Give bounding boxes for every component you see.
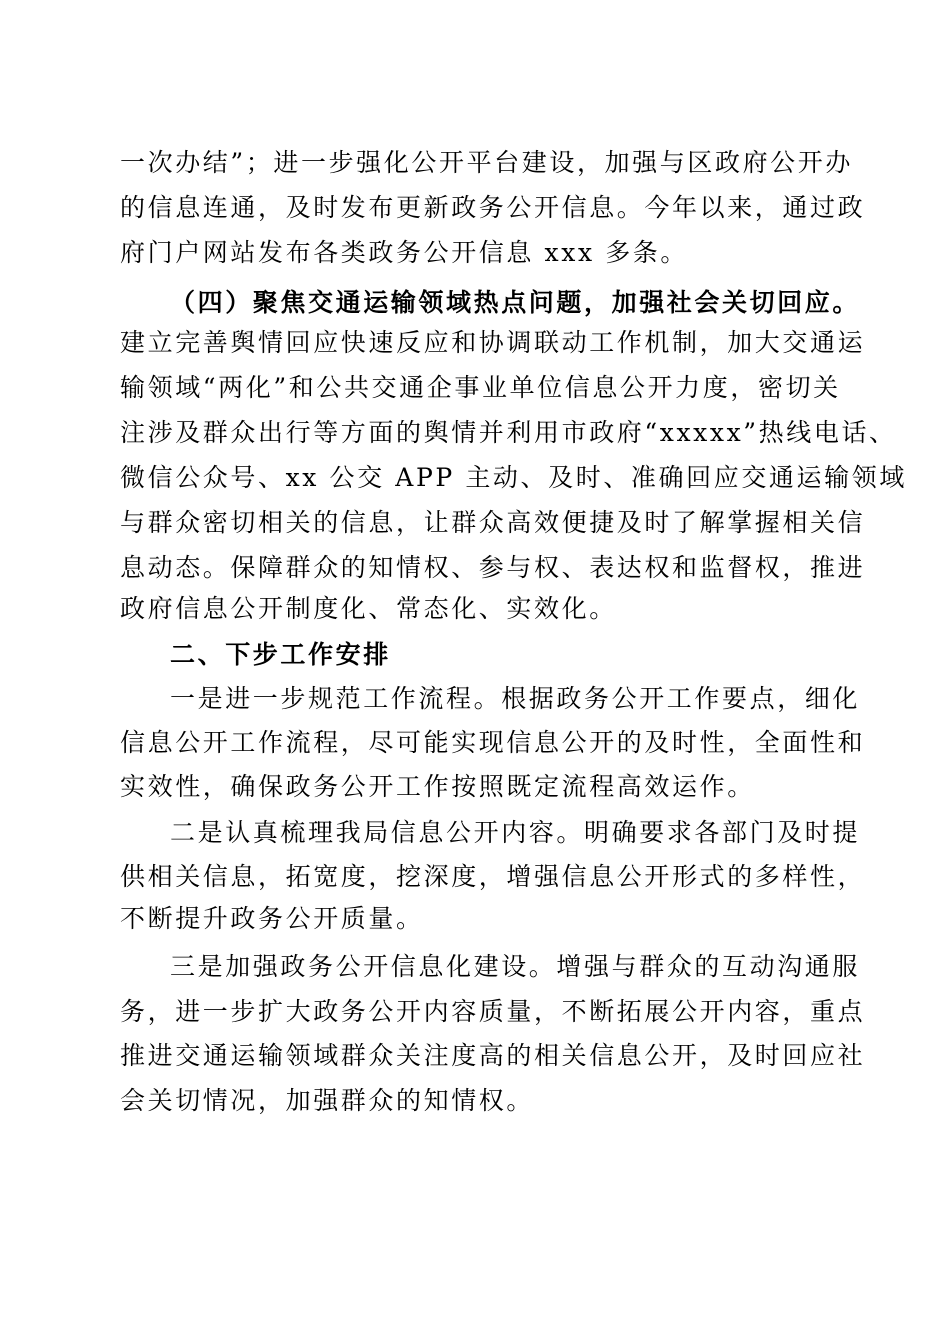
paragraph-first-line: 三是加强政务公开信息化建设。增强与群众的互动沟通服 bbox=[170, 952, 861, 981]
section-title: 二、下步工作安排 bbox=[170, 640, 391, 669]
section-heading-4: （四）聚焦交通运输领域热点问题，加强社会关切回应。 bbox=[170, 288, 861, 317]
paragraph-first-line: 二是认真梳理我局信息公开内容。明确要求各部门及时提 bbox=[170, 818, 861, 847]
body-text-line: 供相关信息，拓宽度，挖深度，增强信息公开形式的多样性， bbox=[120, 862, 866, 891]
body-text-line: 务，进一步扩大政务公开内容质量，不断拓展公开内容，重点 bbox=[120, 997, 866, 1026]
body-text-line: 信息公开工作流程，尽可能实现信息公开的及时性，全面性和 bbox=[120, 728, 866, 757]
body-text-line: 注涉及群众出行等方面的舆情并利用市政府“xxxxx”热线电话、 bbox=[120, 418, 897, 447]
body-text-line: 一次办结”；进一步强化公开平台建设，加强与区政府公开办 bbox=[120, 148, 853, 177]
body-text-line: 政府信息公开制度化、常态化、实效化。 bbox=[120, 594, 617, 623]
body-text-line: 推进交通运输领域群众关注度高的相关信息公开，及时回应社 bbox=[120, 1041, 866, 1070]
body-text-line: 息动态。保障群众的知情权、参与权、表达权和监督权，推进 bbox=[120, 553, 866, 582]
body-text-line: 与群众密切相关的信息，让群众高效便捷及时了解掌握相关信 bbox=[120, 508, 866, 537]
body-text-line: 微信公众号、xx 公交 APP 主动、及时、准确回应交通运输领域 bbox=[120, 463, 907, 492]
body-text-line: 府门户网站发布各类政务公开信息 xxx 多条。 bbox=[120, 238, 688, 267]
body-text-line: 不断提升政务公开质量。 bbox=[120, 904, 424, 933]
paragraph-first-line: 一是进一步规范工作流程。根据政务公开工作要点，细化 bbox=[170, 684, 861, 713]
body-text-line: 会关切情况，加强群众的知情权。 bbox=[120, 1086, 535, 1115]
body-text-line: 输领域“两化”和公共交通企事业单位信息公开力度，密切关 bbox=[120, 373, 841, 402]
body-text-line: 的信息连通，及时发布更新政务公开信息。今年以来，通过政 bbox=[120, 193, 866, 222]
body-text-line: 建立完善舆情回应快速反应和协调联动工作机制，加大交通运 bbox=[120, 328, 866, 357]
body-text-line: 实效性，确保政务公开工作按照既定流程高效运作。 bbox=[120, 772, 755, 801]
